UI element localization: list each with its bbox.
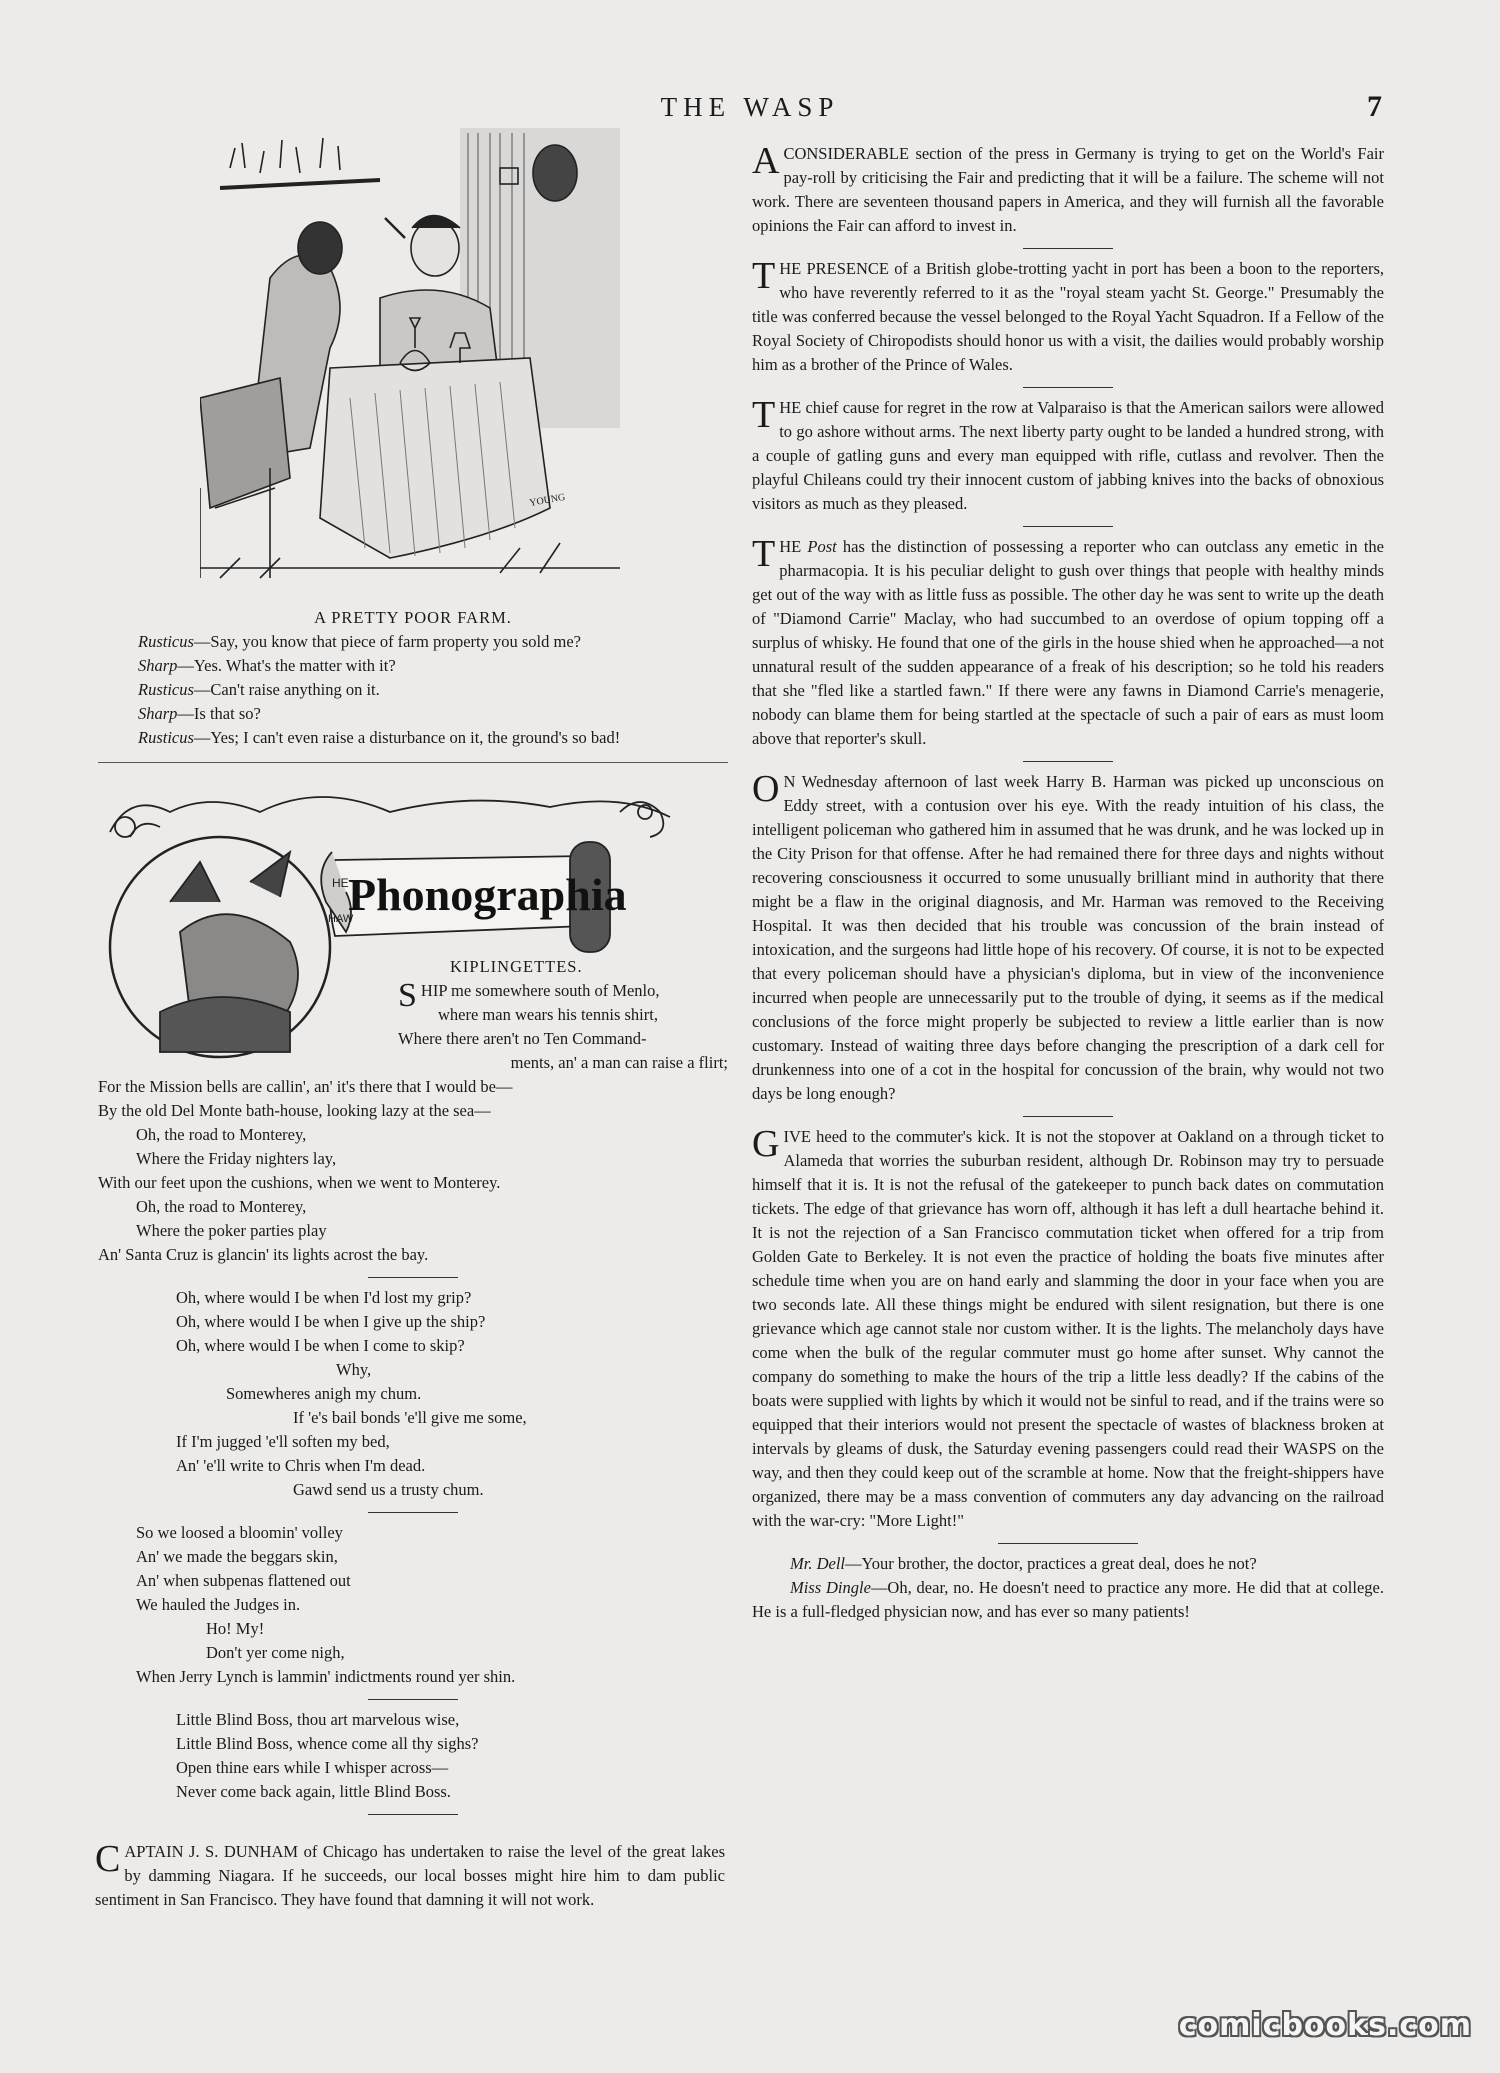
cartoon-caption (98, 604, 728, 773)
paragraph-rule (1023, 248, 1113, 249)
paragraph-rule (1023, 1116, 1113, 1117)
paragraph-germany: A CONSIDERABLE section of the press in Germany is trying to get on the World's Fair pay-roll by criticising the Fair and predicting that it will be a failure. The scheme will not work. There are seventeen thousand papers in America, and they will furnish all the favorable opinions the Fair can afford to invest in. (752, 140, 1384, 235)
scroll-he: HE (332, 876, 349, 890)
paragraph-commuter: GIVE heed to the commuter's kick. It is not the stopover at Oakland on a through ticket to Alameda that worries the suburban resident, although Dr. Robinson may try to persuade himself that it is. It is not the refusal of the gatekeeper to punch back dates on commutation tickets. The edge of that grievance has worn off, although it has left a dull heartache behind it. It is not the rejection of a San Francisco commutation ticket when offered for a trip from Golden Gate to Berkeley. It is not even the practice of holding the boats five minutes after schedule time when you are on hand early and slamming the door in your face when you are two seconds late. All these things might be endured with silent resignation, but there is one grievance which age cannot stale nor custom wither. It is the lights. The melancholy days have come when the bulk of the regular commuter must go home after sunset. Why cannot the company do something to make the hours of the trip a little less deadly? If the cabins of the boats were supplied with lights by which it would not be sinful to read, and if the trains were so equipped that their interiors would not present the spectacle of wastes of blackness broken at intervals by gleams of dusk, the Saturday evening passengers could read their WASPS on the way, and then they could keep out of the scramble at home. Now that the freight-shippers have organized, there may be a mass convention of commuters any day advancing on the railroad with the war-cry: "More Light!" (752, 1123, 1384, 1530)
stanza-rule (368, 1512, 458, 1513)
right-column (752, 142, 1384, 1624)
poem-stanza-4: Little Blind Boss, thou art marvelous wise, Little Blind Boss, whence come all thy sighs? Open thine ears while I whisper across— Never come back again, little Blind Boss. (176, 1710, 479, 1801)
paragraph-harman: O N Wednesday afternoon of last week Harry B. Harman was picked up unconscious on Eddy street, with a contusion over his eye. With the ready intuition of his class, the intelligent policeman who gathered him in assumed that he was drunk, and he was locked up in the City Prison for that offense. After he had remained there for three days and nights without recovering consciousness it occurred to some unusually brilliant mind in authority that there might be a flaw in the original diagnosis, and Mr. Harman was removed to the Receiving Hospital. It was then decided that his trouble was concussion of the brain instead of intoxication, and the surgeons had little hope of his recovery. Of course, it is not to be expected that every policeman should have a physician's diploma, but in view of the inconvenience incurred when people are unnecessarily put to the trouble of dying, it seems as if the medical conclusions of the force might properly be subjected to review a little earlier than is now customary. Instead of waiting three days before changing the prescription of a dark cell for drunkenness into one of a cot in the hospital for concussion of the brain, why would not two days be long enough? (752, 768, 1384, 1103)
poem-opening-continued: where man wears his tennis shirt, (438, 1005, 658, 1024)
poem-title: KIPLINGETTES. (450, 957, 583, 976)
paragraph-rule (1023, 387, 1113, 388)
cartoon-illustration (200, 128, 620, 588)
paragraph-rule (1023, 761, 1113, 762)
poem-stanza-1: For the Mission bells are callin', an' it's there that I would be— By the old Del Monte bath-house, looking lazy at the sea— Oh, the road to Monterey, Where the Friday nighters lay, With our feet upon the cushions, when we went to Monterey. Oh, the road to Monterey, Where the poker parties play An' Santa Cruz is glancin' its lights acrost the bay. (98, 1077, 513, 1264)
cartoon-title: A PRETTY POOR FARM. (314, 608, 512, 627)
poem-stanza-3: So we loosed a bloomin' volley An' we made the beggars skin, An' when subpenas flattened out We hauled the Judges in. Ho! My! Don't yer come nigh, When Jerry Lynch is lammin' indictments round yer shin. (136, 1523, 516, 1686)
dialog-line: Rusticus—Yes; I can't even raise a disturbance on it, the ground's so bad! (138, 728, 621, 747)
stanza-rule (368, 1277, 458, 1278)
captain-paragraph: CAPTAIN J. S. DUNHAM of Chicago has undertaken to raise the level of the great lakes by damming Niagara. If he succeeds, our local bosses might hire him to dam public sentiment in San Francisco. They have found that damning it will not work. (95, 1838, 725, 1909)
watermark: comicbooks.com (1178, 2008, 1472, 2043)
poem-opening-line: SHIP me somewhere south of Menlo, (398, 977, 660, 1014)
paragraph-yacht: THE PRESENCE of a British globe-trotting yacht in port has been a boon to the reporters, who have reverently referred to it as the "royal steam yacht St. George." Presumably the title was conferred because the vessel belonged to the Royal Yacht Squadron. If a Fellow of the Royal Society of Chiropodists should honor us with a visit, the dailies would probably worship him as a brother of the Prince of Wales. (752, 255, 1384, 374)
paragraph-rule (998, 1543, 1138, 1544)
page-number: 7 (1367, 90, 1382, 123)
stanza-rule (368, 1814, 458, 1815)
closing-dialog-line: Miss Dingle—Oh, dear, no. He doesn't need to practice any more. He did that at college. He is a full-fledged physician now, and has ever so many patients! (752, 1578, 1384, 1621)
cartoon-dialog (98, 630, 728, 750)
paragraph-rule (1023, 526, 1113, 527)
dialog-line: Sharp—Is that so? (138, 704, 261, 723)
stanza-rule (368, 1699, 458, 1700)
section-divider (98, 762, 728, 763)
masthead: THE WASP (660, 92, 840, 122)
banner-title: Phonographia (348, 869, 627, 920)
closing-dialog-line: Mr. Dell—Your brother, the doctor, practices a great deal, does he not? (790, 1554, 1257, 1573)
paragraph-post: THE Post has the distinction of possessing a reporter who can outclass any emetic in the pharmacopia. It is his peculiar delight to gush over things that people with healthy minds get out of the way with as little fuss as possible. The other day he was sent to write up the death of "Diamond Carrie" Maclay, who had succumbed to an overdose of opium topping off a surplus of whisky. He found that one of the girls in the house shied when he approached—a not unnatural result of the sudden appearance of a freak of his description; so he told his readers that she "fled like a startled fawn." If there were any fawns in Diamond Carrie's menagerie, nobody can blame them for being startled at the spectacle of such a pair of ears as must loom above that reporter's skull. (752, 533, 1385, 748)
poem: KIPLINGETTES. SHIP me somewhere south of Menlo, where man wears his tennis shirt, Where there aren't no Ten Command- ments, an' a man can raise a flirt; For the Mission bells are callin', an' it's there that I would be— By the old Del Monte bath-house, looking lazy at the sea— Oh, the road to Monterey, Where the Friday nighters lay, With our feet upon the cushions, when we went to Monterey. Oh, the road to Monterey, Where the poker parties play An' Santa Cruz is glancin' its lights acrost the bay. Oh, where would I be when I'd lost my grip? Oh, where would I be when I give up the ship? Oh, where would I be when I come to skip? Why, Somewheres anigh my chum. If 'e's bail bonds 'e'll give me some, If I'm jugged 'e'll soften my bed, An' 'e'll write to Chris when I'm dead. Gawd send us a trusty chum. So we loosed a bloomin' volley An' we made the beggars skin, An' when subpenas flattened out We hauled the Judges in. Ho! My! Don't yer come nigh, When Jerry Lynch is lammin' indictments round yer shin. Little Blind Boss, thou art marvelous wise, Little Blind Boss, whence come all thy sighs? Open thine ears while I whisper across— Never come back again, little Blind Boss. (98, 955, 728, 1823)
dialog-line: Sharp—Yes. What's the matter with it? (138, 656, 396, 675)
artist-signature: YOUNG (528, 491, 567, 509)
dialog-line: Rusticus—Say, you know that piece of farm property you sold me? (138, 632, 581, 651)
scroll-haw: HAW (328, 913, 354, 925)
paragraph-valparaiso: THE chief cause for regret in the row at Valparaiso is that the American sailors were allowed to go ashore without arms. The next liberty party ought to be landed a hundred strong, with a couple of gatling guns and every man equipped with rifle, cutlass and revolver. Then the playful Chileans could try their innocent custom of jabbing knives into the backs of obnoxious visitors as much as they pleased. (752, 394, 1384, 513)
poem-stanza-2: Oh, where would I be when I'd lost my grip? Oh, where would I be when I give up the ship? Oh, where would I be when I come to skip? Why, Somewheres anigh my chum. If 'e's bail bonds 'e'll give me some, If I'm jugged 'e'll soften my bed, An' 'e'll write to Chris when I'm dead. Gawd send us a trusty chum. (176, 1288, 527, 1499)
dialog-line: Rusticus—Can't raise anything on it. (138, 680, 380, 699)
